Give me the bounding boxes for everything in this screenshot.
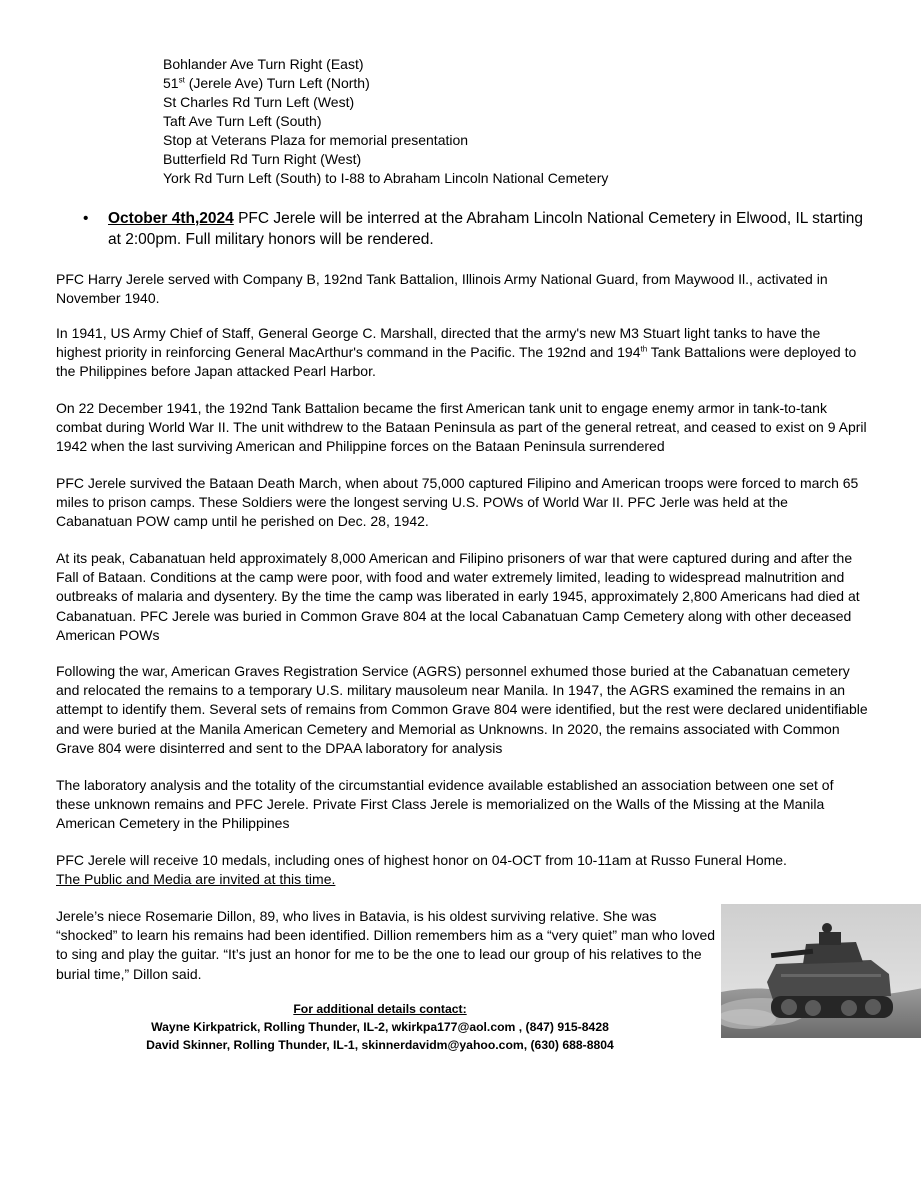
paragraph-cabanatuan: At its peak, Cabanatuan held approximately 8,000 American and Filipino prisoners of war that were captured during and after the Fall of Bataan. Conditions at the camp were poor, with food and water extremely limited, leading to widespread malnutrition and outbreaks of malaria and dysentery. By the time the camp was liberated in early 1945, approximately 2,800 Americans had died at Cabanatuan. PFC Jerele was buried in Common Grave 804 at the local Cabanatuan Camp Cemetery along with other deceased American POWs — [56, 550, 860, 643]
route-step: Butterfield Rd Turn Right (West) — [163, 151, 362, 167]
paragraph-niece: Jerele’s niece Rosemarie Dillon, 89, who lives in Batavia, is his oldest surviving relative. She was “shocked” to learn his remains had been identified. Dillion remembers him as a “very quiet” man who loved to sing and play the guitar. “It’s just an honor for me to be the one to lead our group of his relatives to the burial time,” Dillon said. — [56, 908, 716, 982]
interment-text — [108, 208, 873, 250]
public-invite: The Public and Media are invited at this time. — [56, 871, 336, 888]
paragraph-laboratory: The laboratory analysis and the totality of the circumstantial evidence available established an association between one set of these unknown remains and PFC Jerele. Private First Class Jerele is memorialized on the Walls of the Missing at the Manila American Cemetery in the Philippines — [56, 777, 834, 832]
route-step: Taft Ave Turn Left (South) — [163, 113, 322, 129]
paragraph-service: PFC Harry Jerele served with Company B, 192nd Tank Battalion, Illinois Army National Guard, from Maywood Il., activated in November 1940. — [56, 271, 828, 307]
paragraph-battalion: On 22 December 1941, the 192nd Tank Battalion became the first American tank unit to engage enemy armor in tank-to-tank combat during World War II. The unit withdrew to the Bataan Peninsula as part of the general retreat, and ceased to exist on 9 April 1942 when the last surviving American and Philippine forces on the Bataan Peninsula surrendered — [56, 400, 867, 455]
bullet-dot-icon: • — [83, 210, 89, 227]
medals-text: PFC Jerele will receive 10 medals, including ones of highest honor on 04-OCT from 10-11am at Russo Funeral Home. — [56, 852, 787, 868]
m3-stuart-tank-photo — [721, 904, 921, 1038]
interment-bullet — [83, 208, 873, 250]
route-step: St Charles Rd Turn Left (West) — [163, 94, 355, 110]
contact-block — [100, 1000, 660, 1054]
route-step: 51st (Jerele Ave) Turn Left (North) — [163, 75, 370, 91]
contact-line: Wayne Kirkpatrick, Rolling Thunder, IL-2, wkirkpa177@aol.com , (847) 915-8428 — [151, 1020, 609, 1034]
interment-detail: PFC Jerele will be interred at the Abraham Lincoln National Cemetery in Elwood, IL starting at 2:00pm. Full military honors will be rendered. — [108, 210, 863, 248]
interment-date: October 4th,2024 — [108, 210, 234, 227]
paragraph-death-march: PFC Jerele survived the Bataan Death March, when about 75,000 captured Filipino and American troops were forced to march 65 miles to prison camps. These Soldiers were the longest serving U.S. POWs of World War II. PFC Jerle was held at the Cabanatuan POW camp until he perished on Dec. 28, 1942. — [56, 475, 859, 530]
contact-line: David Skinner, Rolling Thunder, IL-1, skinnerdavidm@yahoo.com, (630) 688-8804 — [146, 1038, 614, 1052]
paragraph-marshall: In 1941, US Army Chief of Staff, General George C. Marshall, directed that the army's new M3 Stuart light tanks to have the highest priority in reinforcing General MacArthur's command in the Pacific. The 192nd and 194th Tank Battalions were deployed to the Philippines before Japan attacked Pearl Harbor. — [56, 325, 857, 380]
route-step: Bohlander Ave Turn Right (East) — [163, 56, 364, 72]
paragraph-agrs: Following the war, American Graves Registration Service (AGRS) personnel exhumed those buried at the Cabanatuan cemetery and relocated the remains to a temporary U.S. military mausoleum near Manila. In 1947, the AGRS examined the remains in an attempt to identify them. Several sets of remains from Common Grave 804 were identified, but the rest were declared unidentifiable and were buried at the Manila American Cemetery and Memorial as Unknowns. In 2020, the remains associated with Common Grave 804 were disinterred and sent to the DPAA laboratory for analysis — [56, 663, 868, 756]
paragraph-medals — [56, 851, 868, 889]
contact-heading: For additional details contact: — [293, 1002, 467, 1016]
route-step: Stop at Veterans Plaza for memorial presentation — [163, 132, 469, 148]
route-list — [163, 55, 608, 188]
route-step: York Rd Turn Left (South) to I-88 to Abraham Lincoln National Cemetery — [163, 170, 609, 186]
